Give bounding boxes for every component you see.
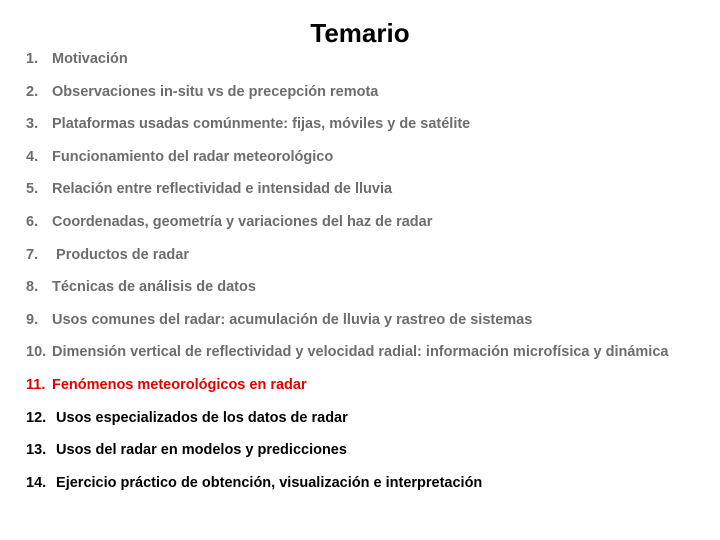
agenda-item-number: 14. [26,474,47,491]
agenda-item-number: 8. [26,279,39,296]
agenda-item-number: 1. [26,51,39,67]
agenda-item-number: 5. [26,181,39,198]
agenda-item-14 [26,468,706,498]
agenda-item-2 [26,77,706,107]
agenda-item-text: Relación entre reflectividad e intensidad de lluvia [52,181,393,198]
agenda-item-number: 10. [26,344,47,361]
agenda-item-9 [26,305,706,335]
agenda-item-8 [26,272,706,302]
agenda-item-3 [26,109,706,139]
agenda-item-text: Técnicas de análisis de datos [52,279,256,296]
agenda-item-11 [26,370,706,400]
agenda-item-text: Coordenadas, geometría y variaciones del haz de radar [52,213,433,230]
agenda-item-text: Funcionamiento del radar meteorológico [52,148,334,165]
agenda-item-10 [26,337,706,367]
agenda-item-text: Ejercicio práctico de obtención, visualización e interpretación [52,474,483,491]
agenda-item-number: 9. [26,311,39,328]
agenda-item-text: Plataformas usadas comúnmente: fijas, móviles y de satélite [52,116,471,133]
agenda-item-5 [26,174,706,204]
agenda-item-text: Usos comunes del radar: acumulación de lluvia y rastreo de sistemas [52,311,533,328]
agenda-item-6 [26,207,706,237]
agenda-list [26,44,706,500]
agenda-item-text: Dimensión vertical de reflectividad y velocidad radial: información microfísica y dinámica [52,344,669,361]
agenda-item-number: 2. [26,83,39,100]
agenda-item-4 [26,142,706,172]
agenda-item-text: Usos especializados de los datos de radar [52,409,348,426]
agenda-item-13 [26,435,706,465]
agenda-item-text: Productos de radar [52,246,189,263]
agenda-item-number: 6. [26,213,39,230]
agenda-item-number: 11. [26,376,46,393]
agenda-item-text: Observaciones in-situ vs de precepción remota [52,83,379,100]
agenda-item-7 [26,240,706,270]
agenda-item-number: 4. [26,148,39,165]
agenda-item-1 [26,44,706,74]
agenda-item-number: 3. [26,116,39,133]
agenda-item-text: Usos del radar en modelos y predicciones [52,442,347,459]
agenda-item-number: 7. [26,246,39,263]
slide-title: Temario [310,18,410,48]
agenda-item-text: Fenómenos meteorológicos en radar [52,376,307,393]
agenda-item-12 [26,403,706,433]
agenda-item-number: 13. [26,442,47,459]
agenda-item-text: Motivación [52,51,128,67]
agenda-item-number: 12. [26,409,47,426]
